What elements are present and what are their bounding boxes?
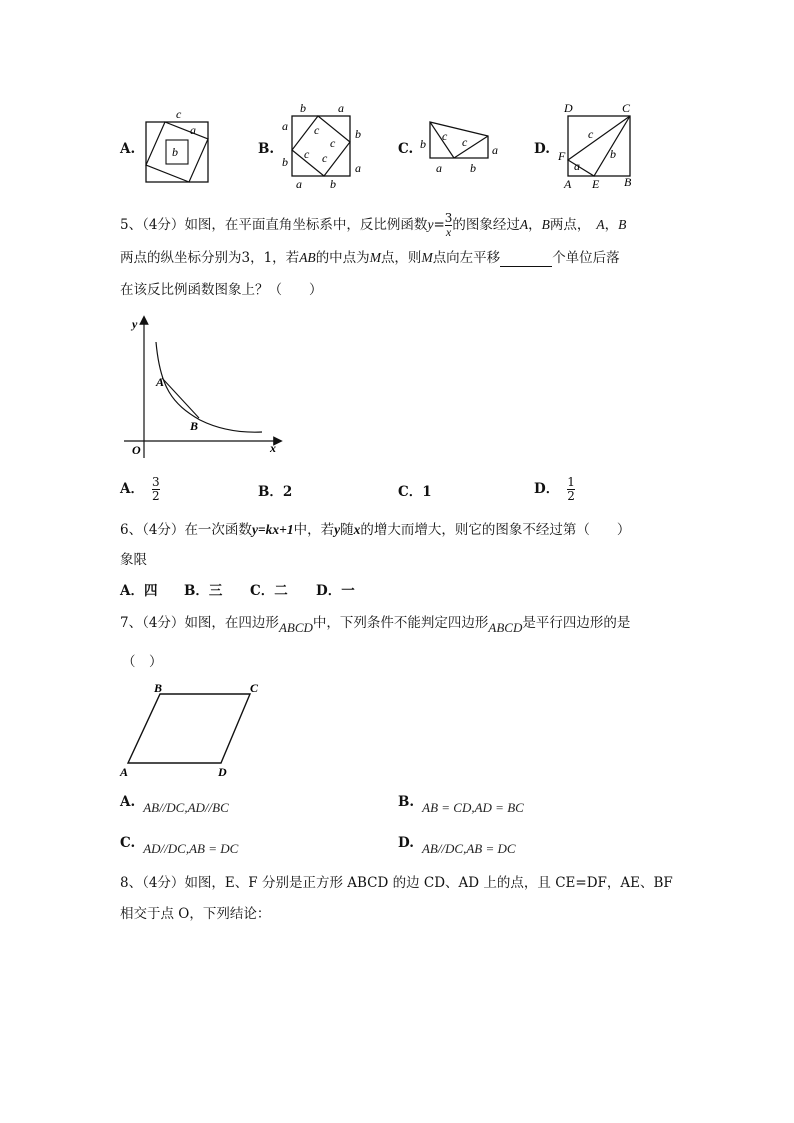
q4-option-a-figure (140, 104, 216, 186)
q5-line-2: 两点的纵坐标分别为3，1，若AB的中点为M点，则M点向左平移 个单位后落 (120, 250, 620, 266)
svg-text:c: c (330, 136, 336, 150)
q4-option-c-figure (416, 112, 506, 178)
svg-text:D: D (564, 101, 573, 115)
q6-option-c[interactable]: C．二 (250, 583, 288, 599)
q5-option-a[interactable]: A． $\frac{3}{2}$ (120, 475, 160, 503)
svg-text:c: c (442, 129, 448, 143)
svg-text:A: A (156, 375, 165, 389)
q4a-b: b (172, 145, 178, 159)
svg-text:b: b (300, 101, 306, 115)
q4-option-a-label: A. (120, 141, 136, 157)
q7-line-1: 7、（4分）如图，在四边形ABCD中，下列条件不能判定四边形ABCD是平行四边形的是 (120, 615, 631, 635)
svg-text:c: c (322, 151, 328, 165)
q4-option-b-figure (278, 100, 368, 194)
q7-option-c[interactable]: C. AD//DC,AB = DC (120, 835, 239, 856)
q4-option-c-label: C. (398, 141, 414, 157)
svg-text:A: A (564, 177, 572, 191)
q8-line-2: 相交于点 O，下列结论： (120, 906, 271, 922)
svg-text:a: a (355, 161, 361, 175)
svg-text:c: c (314, 123, 320, 137)
svg-text:c: c (462, 135, 468, 149)
q5-line-1: 5、（4分）如图，在平面直角坐标系中，反比例函数y= $\frac{3}{x}$ 的图象经过A，B两点， A，B (120, 211, 627, 239)
segment-ab (162, 378, 199, 418)
q5-line-3: 在该反比例函数图象上？（ ） (120, 282, 323, 298)
q7-option-d[interactable]: D. AB//DC,AB = DC (398, 835, 516, 856)
svg-text:b: b (420, 137, 426, 151)
svg-text:C: C (250, 681, 259, 695)
svg-text:B: B (190, 419, 199, 433)
svg-text:b: b (470, 161, 476, 175)
svg-text:b: b (610, 147, 616, 161)
q7-option-b[interactable]: B. AB = CD,AD = BC (398, 794, 524, 815)
q7-parallelogram (118, 680, 268, 780)
svg-text:b: b (330, 177, 336, 191)
q6-line-1: 6、（4分）在一次函数y=kx+1中，若y随x的增大而增大，则它的图象不经过第（ ） (120, 522, 631, 538)
svg-text:a: a (282, 119, 288, 133)
hyperbola-curve (156, 342, 262, 432)
svg-text:B: B (624, 175, 632, 189)
svg-text:y: y (132, 317, 138, 331)
svg-text:a: a (574, 159, 580, 173)
svg-text:a: a (436, 161, 442, 175)
q6-option-a[interactable]: A．四 (120, 583, 158, 599)
svg-text:C: C (622, 101, 631, 115)
q5-option-d[interactable]: D． $\frac{1}{2}$ (534, 475, 575, 503)
svg-text:E: E (592, 177, 600, 191)
q6-option-b[interactable]: B．三 (184, 583, 223, 599)
svg-text:D: D (218, 765, 227, 779)
svg-text:c: c (588, 127, 594, 141)
q4-option-d-label: D. (534, 141, 550, 157)
svg-text:F: F (558, 149, 566, 163)
q4-option-b-label: B. (258, 141, 275, 157)
q8-line-1: 8、（4分）如图，E、F 分别是正方形 ABCD 的边 CD、AD 上的点，且 CE=DF，AE、BF (120, 875, 673, 891)
svg-text:c: c (304, 147, 310, 161)
q4a-a: a (190, 123, 196, 137)
q5-function-fraction: $\frac{3}{x}$ (444, 211, 453, 239)
svg-text:b: b (282, 155, 288, 169)
q5-option-c[interactable]: C．1 (398, 484, 432, 500)
svg-text:x: x (270, 441, 276, 455)
svg-text:O: O (132, 443, 141, 457)
svg-text:B: B (154, 681, 163, 695)
svg-text:b: b (355, 127, 361, 141)
svg-text:a: a (296, 177, 302, 191)
q6-option-d[interactable]: D．一 (316, 583, 355, 599)
svg-text:A: A (120, 765, 129, 779)
q5-answer-blank[interactable] (500, 253, 552, 267)
q4-option-d-figure (554, 100, 638, 192)
q6-line-2: 象限 (120, 552, 147, 568)
q7-line-2: （ ） (122, 654, 163, 670)
q5-graph (120, 312, 290, 460)
q5-option-b[interactable]: B．2 (258, 484, 293, 500)
svg-text:a: a (492, 143, 498, 157)
q4a-c: c (176, 107, 182, 121)
q7-option-a[interactable]: A. AB//DC,AD//BC (120, 794, 229, 815)
svg-text:a: a (338, 101, 344, 115)
